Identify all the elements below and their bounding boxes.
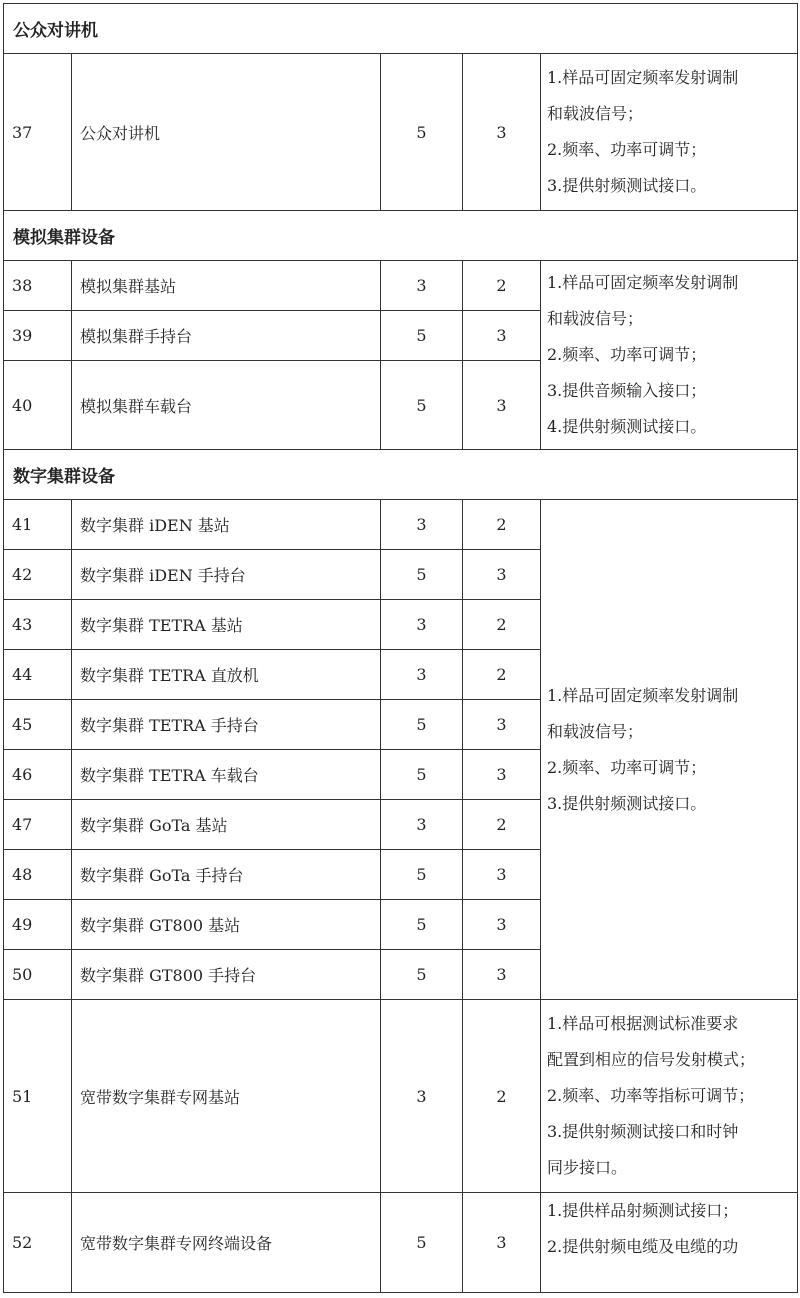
row-number: 40: [4, 361, 72, 450]
quantity-b: 3: [463, 750, 541, 800]
row-number: 49: [4, 900, 72, 950]
row-number: 43: [4, 600, 72, 650]
section-title-analog-trunking: 模拟集群设备: [4, 211, 798, 261]
quantity-a: 3: [381, 500, 463, 550]
row-number: 48: [4, 850, 72, 900]
requirement-line: 4.提供射频测试接口。: [547, 417, 707, 436]
device-name: 宽带数字集群专网终端设备: [72, 1193, 381, 1293]
device-name: 数字集群 GoTa 基站: [72, 800, 381, 850]
row-number: 47: [4, 800, 72, 850]
row-number: 46: [4, 750, 72, 800]
requirement-line: 3.提供射频测试接口。: [547, 793, 707, 813]
device-name: 宽带数字集群专网基站: [72, 1000, 381, 1193]
section-title-public-walkie-talkie: 公众对讲机: [4, 4, 798, 54]
quantity-b: 3: [463, 700, 541, 750]
requirement-line: 2.频率、功率可调节；: [547, 140, 707, 159]
row-number: 37: [4, 54, 72, 211]
requirements: [541, 1000, 798, 1193]
device-name: 数字集群 iDEN 基站: [72, 500, 381, 550]
requirement-line: 1.样品可根据测试标准要求: [547, 1014, 739, 1033]
quantity-a: 3: [381, 650, 463, 700]
quantity-b: 2: [463, 800, 541, 850]
quantity-a: 5: [381, 850, 463, 900]
requirement-line: 1.样品可固定频率发射调制: [547, 68, 739, 87]
requirement-line: 和载波信号；: [547, 104, 644, 123]
section-title-digital-trunking: 数字集群设备: [4, 450, 798, 500]
row-number: 51: [4, 1000, 72, 1193]
requirement-line: 2.频率、功率等指标可调节；: [547, 1086, 755, 1105]
requirement-line: 2.提供射频电缆及电缆的功: [547, 1237, 739, 1256]
requirement-line: 2.频率、功率可调节；: [547, 757, 707, 777]
quantity-b: 3: [463, 54, 541, 211]
requirement-line: 1.样品可固定频率发射调制: [547, 685, 739, 705]
row-number: 38: [4, 261, 72, 311]
requirement-line: 1.样品可固定频率发射调制: [547, 273, 739, 292]
quantity-a: 5: [381, 550, 463, 600]
device-name: 模拟集群车载台: [72, 361, 381, 450]
quantity-a: 5: [381, 950, 463, 1000]
quantity-a: 3: [381, 1000, 463, 1193]
quantity-a: 5: [381, 900, 463, 950]
requirement-line: 同步接口。: [547, 1158, 628, 1177]
quantity-b: 3: [463, 361, 541, 450]
device-name: 模拟集群手持台: [72, 311, 381, 361]
quantity-b: 3: [463, 950, 541, 1000]
requirements: [541, 261, 798, 450]
row-number: 42: [4, 550, 72, 600]
requirements: [541, 1193, 798, 1293]
quantity-a: 3: [381, 800, 463, 850]
row-number: 41: [4, 500, 72, 550]
device-name: 数字集群 TETRA 车载台: [72, 750, 381, 800]
quantity-a: 5: [381, 1193, 463, 1293]
quantity-b: 3: [463, 900, 541, 950]
quantity-a: 3: [381, 600, 463, 650]
device-name: 数字集群 GT800 基站: [72, 900, 381, 950]
quantity-a: 5: [381, 361, 463, 450]
requirement-line: 3.提供音频输入接口；: [547, 381, 707, 400]
row-number: 39: [4, 311, 72, 361]
quantity-b: 2: [463, 650, 541, 700]
device-name: 模拟集群基站: [72, 261, 381, 311]
requirement-line: 和载波信号；: [547, 721, 644, 741]
quantity-b: 2: [463, 261, 541, 311]
device-name: 数字集群 GT800 手持台: [72, 950, 381, 1000]
quantity-b: 3: [463, 550, 541, 600]
quantity-b: 3: [463, 311, 541, 361]
requirement-line: 2.频率、功率可调节；: [547, 345, 707, 364]
requirement-line: 3.提供射频测试接口。: [547, 176, 707, 195]
row-number: 52: [4, 1193, 72, 1293]
quantity-b: 3: [463, 850, 541, 900]
device-name: 数字集群 iDEN 手持台: [72, 550, 381, 600]
quantity-a: 5: [381, 54, 463, 211]
requirement-line: 和载波信号；: [547, 309, 644, 328]
device-name: 数字集群 TETRA 基站: [72, 600, 381, 650]
row-number: 44: [4, 650, 72, 700]
quantity-b: 2: [463, 1000, 541, 1193]
requirements: [541, 54, 798, 211]
device-name: 数字集群 TETRA 直放机: [72, 650, 381, 700]
requirement-line: 1.提供样品射频测试接口；: [547, 1201, 739, 1220]
quantity-a: 5: [381, 700, 463, 750]
device-name: 公众对讲机: [72, 54, 381, 211]
requirements: [541, 500, 798, 1000]
quantity-b: 2: [463, 600, 541, 650]
row-number: 45: [4, 700, 72, 750]
row-number: 50: [4, 950, 72, 1000]
device-name: 数字集群 GoTa 手持台: [72, 850, 381, 900]
device-name: 数字集群 TETRA 手持台: [72, 700, 381, 750]
quantity-a: 5: [381, 311, 463, 361]
quantity-b: 2: [463, 500, 541, 550]
requirement-line: 配置到相应的信号发射模式；: [547, 1050, 756, 1069]
quantity-a: 5: [381, 750, 463, 800]
quantity-b: 3: [463, 1193, 541, 1293]
equipment-table: [3, 3, 798, 1293]
quantity-a: 3: [381, 261, 463, 311]
requirement-line: 3.提供射频测试接口和时钟: [547, 1122, 739, 1141]
